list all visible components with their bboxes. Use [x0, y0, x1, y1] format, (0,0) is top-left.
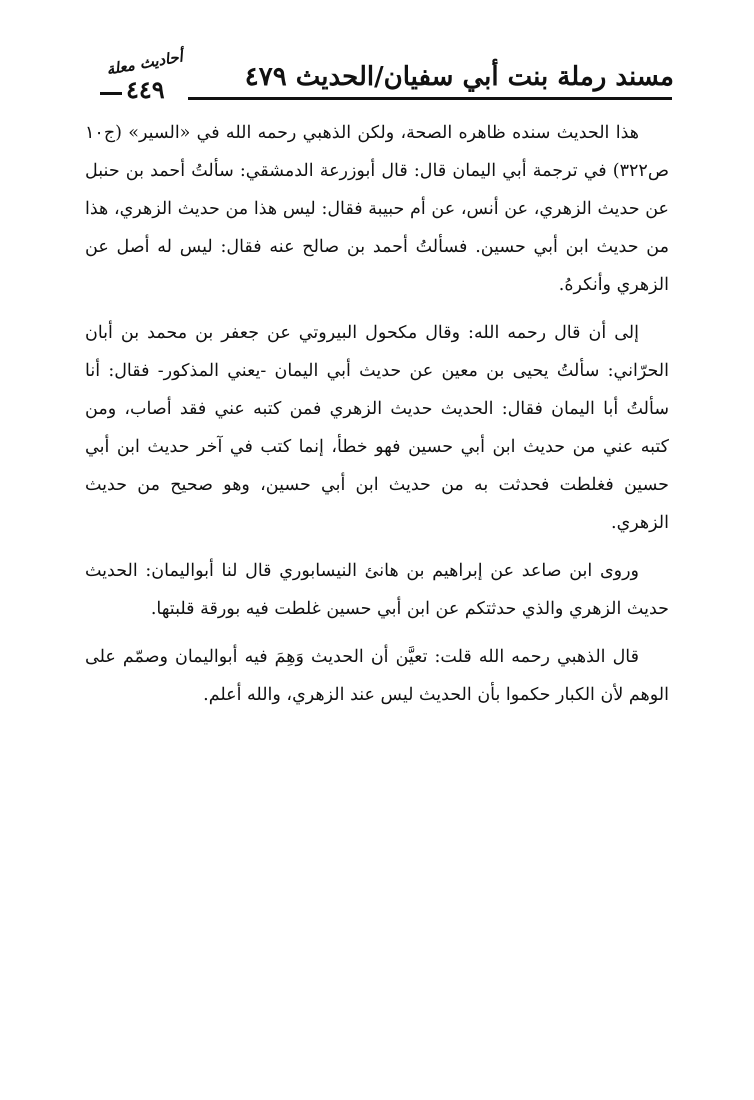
page-number: ٤٤٩ — [126, 75, 165, 104]
running-header-title: مسند رملة بنت أبي سفيان/الحديث ٤٧٩ — [244, 62, 674, 92]
handwritten-note: أحاديث معلة — [105, 47, 185, 79]
paragraph: هذا الحديث سنده ظاهره الصحة، ولكن الذهبي رحمه الله في «السير» (ج١٠ ص٣٢٢) في ترجمة أبي اليمان قال: قال أبوزرعة الدمشقي: سألتُ أحمد بن حنبل عن حديث الزهري، عن أنس، عن أم حبيبة فقال: ليس هذا من حديث الزهري، هذا من حديث ابن أبي حسين. فسألتُ أحمد بن صالح عنه فقال: ليس له أصل عن الزهري وأنكرهُ. — [85, 123, 669, 295]
page-number-rule — [100, 92, 122, 95]
body-text — [85, 114, 669, 724]
paragraph: وروى ابن صاعد عن إبراهيم بن هانئ النيسابوري قال لنا أبواليمان: الحديث حديث الزهري والذي حدثتكم عن ابن أبي حسين غلطت فيه بورقة قلبتها. — [85, 561, 669, 619]
paragraph: إلى أن قال رحمه الله: وقال مكحول البيروتي عن جعفر بن محمد بن أبان الحرّاني: سألتُ يحيى بن معين عن حديث أبي اليمان -يعني المذكور- فقال: أنا سألتُ أبا اليمان فقال: الحديث حديث الزهري فمن كتبه عني فقد أصاب، ومن كتبه عني من حديث ابن أبي حسين فهو خطأ، إنما كتب في آخر حديث ابن أبي حسين فغلطت فحدثت به من حديث ابن أبي حسين، وهو صحيح من حديث الزهري. — [85, 323, 669, 533]
header-rule — [188, 97, 672, 100]
paragraph: قال الذهبي رحمه الله قلت: تعيَّن أن الحديث وَهِمَ فيه أبواليمان وصمّم على الوهم لأن الكبار حكموا بأن الحديث ليس عند الزهري، والله أعلم. — [85, 647, 669, 705]
